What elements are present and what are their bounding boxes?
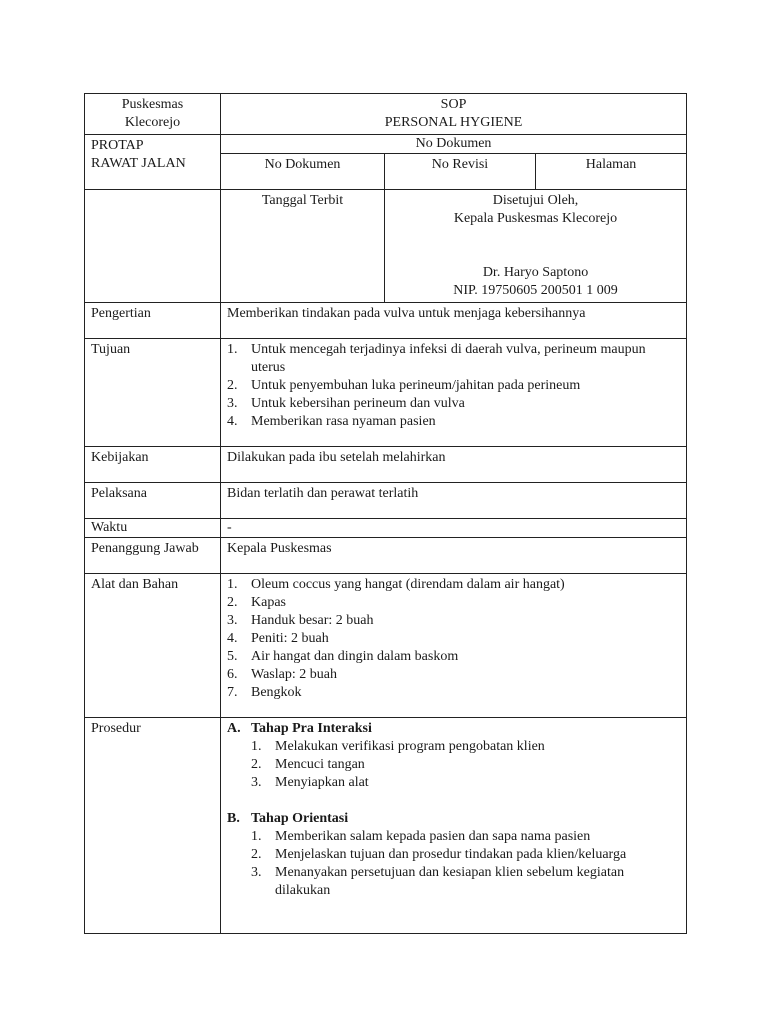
pelaksana-label: Pelaksana	[85, 483, 221, 519]
list-item: 3. Untuk kebersihan perineum dan vulva	[227, 396, 465, 411]
section-heading: A. Tahap Pra Interaksi	[227, 721, 372, 736]
alat-bahan-label: Alat dan Bahan	[85, 574, 221, 718]
list-item: 2. Untuk penyembuhan luka perineum/jahitan pada perineum	[227, 378, 581, 393]
penanggung-jawab-label: Penanggung Jawab	[85, 538, 221, 574]
list-item: 1. Melakukan verifikasi program pengobatan klien	[251, 739, 545, 754]
list-item: 7. Bengkok	[227, 685, 302, 700]
org-cell	[85, 94, 221, 135]
tujuan-content	[221, 339, 687, 447]
section-heading: B. Tahap Orientasi	[227, 811, 349, 826]
pelaksana-text: Bidan terlatih dan perawat terlatih	[221, 483, 687, 519]
org-name-line1: Puskesmas	[121, 97, 184, 112]
no-dokumen-cell: No Dokumen	[221, 154, 385, 190]
pengertian-text: Memberikan tindakan pada vulva untuk menjaga kebersihannya	[221, 303, 687, 339]
list-item: 1. Memberikan salam kepada pasien dan sapa nama pasien	[251, 829, 591, 844]
prosedur-b-list	[227, 828, 680, 900]
no-revisi-cell: No Revisi	[385, 154, 536, 190]
waktu-text: -	[221, 519, 687, 538]
document-title: PERSONAL HYGIENE	[384, 115, 523, 130]
pengertian-label: Pengertian	[85, 303, 221, 339]
list-item: 2. Mencuci tangan	[251, 757, 365, 772]
waktu-label: Waktu	[85, 519, 221, 538]
no-dokumen-top: No Dokumen	[221, 135, 687, 154]
sop-label: SOP	[440, 97, 467, 112]
halaman-cell: Halaman	[536, 154, 687, 190]
title-cell	[221, 94, 687, 135]
tujuan-list	[227, 341, 680, 431]
tanggal-terbit-cell: Tanggal Terbit	[221, 190, 385, 303]
list-item: 5. Air hangat dan dingin dalam baskom	[227, 649, 459, 664]
sop-table	[84, 93, 687, 934]
approval-cell	[385, 190, 687, 303]
org-name-line2: Klecorejo	[124, 115, 181, 130]
list-item: 1. Oleum coccus yang hangat (direndam dalam air hangat)	[227, 577, 565, 592]
protap-line2: RAWAT JALAN	[91, 156, 186, 171]
alat-bahan-content	[221, 574, 687, 718]
penanggung-jawab-text: Kepala Puskesmas	[221, 538, 687, 574]
tujuan-label: Tujuan	[85, 339, 221, 447]
kebijakan-label: Kebijakan	[85, 447, 221, 483]
list-item: 2. Kapas	[227, 595, 286, 610]
prosedur-content	[221, 718, 687, 934]
list-item: 3. Menanyakan persetujuan dan kesiapan klien sebelum kegiatan dilakukan	[251, 865, 625, 898]
approved-by: Disetujui Oleh,	[492, 193, 579, 208]
approver-nip: NIP. 19750605 200501 1 009	[453, 283, 618, 298]
prosedur-a-list	[227, 738, 680, 792]
list-item: 6. Waslap: 2 buah	[227, 667, 337, 682]
approver-name: Dr. Haryo Saptono	[482, 265, 589, 280]
list-item: 1. Untuk mencegah terjadinya infeksi di daerah vulva, perineum maupun uterus	[227, 342, 646, 375]
approver-title: Kepala Puskesmas Klecorejo	[453, 211, 618, 226]
protap-cell	[85, 135, 221, 190]
prosedur-label: Prosedur	[85, 718, 221, 934]
list-item: 3. Menyiapkan alat	[251, 775, 369, 790]
alat-bahan-list	[227, 576, 680, 702]
list-item: 2. Menjelaskan tujuan dan prosedur tindakan pada klien/keluarga	[251, 847, 627, 862]
protap-line1: PROTAP	[91, 138, 144, 153]
kebijakan-text: Dilakukan pada ibu setelah melahirkan	[221, 447, 687, 483]
list-item: 3. Handuk besar: 2 buah	[227, 613, 374, 628]
list-item: 4. Peniti: 2 buah	[227, 631, 329, 646]
empty-cell	[85, 190, 221, 303]
list-item: 4. Memberikan rasa nyaman pasien	[227, 414, 436, 429]
